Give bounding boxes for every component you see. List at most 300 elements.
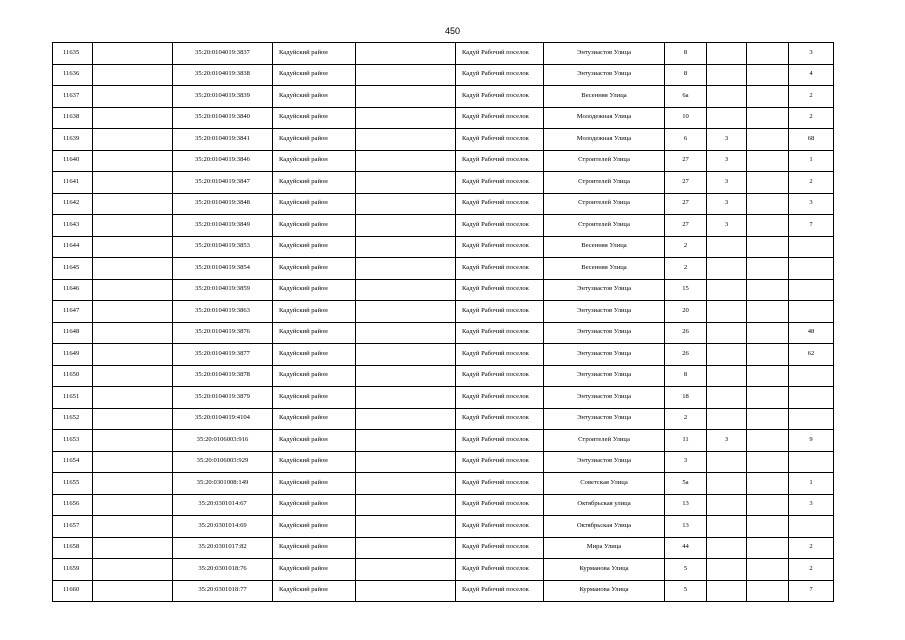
district-cell: Кадуйский район: [273, 516, 356, 538]
cadastral-number-cell: 35:20:0104019:3853: [173, 236, 273, 258]
building-cell: [707, 387, 747, 409]
house-number-cell: 20: [665, 301, 707, 323]
apartment-cell: [789, 451, 834, 473]
district-cell: Кадуйский район: [273, 64, 356, 86]
row-number-cell: 11660: [53, 580, 93, 602]
building-cell: [707, 301, 747, 323]
empty-cell: [747, 430, 789, 452]
building-cell: [707, 559, 747, 581]
cadastral-number-cell: 35:20:0104019:3846: [173, 150, 273, 172]
street-cell: Курманова Улица: [544, 559, 665, 581]
empty-cell: [356, 236, 456, 258]
district-cell: Кадуйский район: [273, 129, 356, 151]
row-number-cell: 11657: [53, 516, 93, 538]
cadastral-number-cell: 35:20:0104019:4104: [173, 408, 273, 430]
house-number-cell: 3: [665, 451, 707, 473]
settlement-cell: Кадуй Рабочий поселок: [456, 258, 544, 280]
empty-cell: [747, 494, 789, 516]
house-number-cell: 8: [665, 64, 707, 86]
cadastral-number-cell: 35:20:0104019:3847: [173, 172, 273, 194]
row-number-cell: 11646: [53, 279, 93, 301]
table-row: [53, 451, 834, 473]
empty-cell: [356, 494, 456, 516]
table-row: [53, 258, 834, 280]
settlement-cell: Кадуй Рабочий поселок: [456, 236, 544, 258]
row-number-cell: 11654: [53, 451, 93, 473]
street-cell: Энтузиастов Улица: [544, 451, 665, 473]
cadastral-number-cell: 35:20:0104019:3859: [173, 279, 273, 301]
settlement-cell: Кадуй Рабочий поселок: [456, 344, 544, 366]
empty-cell: [747, 64, 789, 86]
empty-cell: [93, 172, 173, 194]
building-cell: [707, 537, 747, 559]
building-cell: [707, 516, 747, 538]
street-cell: Энтузиастов Улица: [544, 344, 665, 366]
settlement-cell: Кадуй Рабочий поселок: [456, 129, 544, 151]
empty-cell: [93, 258, 173, 280]
house-number-cell: 2: [665, 258, 707, 280]
settlement-cell: Кадуй Рабочий поселок: [456, 301, 544, 323]
district-cell: Кадуйский район: [273, 344, 356, 366]
cadastral-number-cell: 35:20:0104019:3879: [173, 387, 273, 409]
building-cell: [707, 451, 747, 473]
building-cell: [707, 107, 747, 129]
street-cell: Энтузиастов Улица: [544, 365, 665, 387]
table-row: [53, 236, 834, 258]
settlement-cell: Кадуй Рабочий поселок: [456, 86, 544, 108]
table-row: [53, 322, 834, 344]
apartment-cell: [789, 279, 834, 301]
cadastral-number-cell: 35:20:0104019:3839: [173, 86, 273, 108]
empty-cell: [93, 494, 173, 516]
apartment-cell: [789, 301, 834, 323]
settlement-cell: Кадуй Рабочий поселок: [456, 516, 544, 538]
street-cell: Энтузиастов Улица: [544, 279, 665, 301]
row-number-cell: 11649: [53, 344, 93, 366]
table-row: [53, 150, 834, 172]
house-number-cell: 44: [665, 537, 707, 559]
district-cell: Кадуйский район: [273, 107, 356, 129]
empty-cell: [747, 301, 789, 323]
row-number-cell: 11635: [53, 43, 93, 65]
empty-cell: [93, 516, 173, 538]
cadastral-number-cell: 35:20:0301018:77: [173, 580, 273, 602]
settlement-cell: Кадуй Рабочий поселок: [456, 537, 544, 559]
cadastral-number-cell: 35:20:0301014:67: [173, 494, 273, 516]
apartment-cell: 68: [789, 129, 834, 151]
district-cell: Кадуйский район: [273, 451, 356, 473]
empty-cell: [93, 430, 173, 452]
table-row: [53, 473, 834, 495]
empty-cell: [747, 172, 789, 194]
empty-cell: [747, 559, 789, 581]
apartment-cell: 1: [789, 473, 834, 495]
building-cell: [707, 494, 747, 516]
row-number-cell: 11647: [53, 301, 93, 323]
registry-body: [53, 43, 834, 602]
apartment-cell: 48: [789, 322, 834, 344]
street-cell: Весенняя Улица: [544, 86, 665, 108]
registry-table: [52, 42, 834, 602]
table-row: [53, 86, 834, 108]
table-row: [53, 580, 834, 602]
cadastral-number-cell: 35:20:0104019:3837: [173, 43, 273, 65]
district-cell: Кадуйский район: [273, 365, 356, 387]
apartment-cell: [789, 258, 834, 280]
row-number-cell: 11639: [53, 129, 93, 151]
apartment-cell: 3: [789, 43, 834, 65]
settlement-cell: Кадуй Рабочий поселок: [456, 451, 544, 473]
building-cell: [707, 344, 747, 366]
street-cell: Весенняя Улица: [544, 236, 665, 258]
house-number-cell: 5: [665, 580, 707, 602]
row-number-cell: 11642: [53, 193, 93, 215]
empty-cell: [93, 43, 173, 65]
table-row: [53, 279, 834, 301]
cadastral-number-cell: 35:20:0106003:916: [173, 430, 273, 452]
building-cell: 3: [707, 172, 747, 194]
house-number-cell: 11: [665, 430, 707, 452]
row-number-cell: 11658: [53, 537, 93, 559]
street-cell: Строителей Улица: [544, 150, 665, 172]
building-cell: 3: [707, 150, 747, 172]
settlement-cell: Кадуй Рабочий поселок: [456, 430, 544, 452]
apartment-cell: 2: [789, 86, 834, 108]
building-cell: [707, 365, 747, 387]
table-row: [53, 387, 834, 409]
empty-cell: [747, 451, 789, 473]
cadastral-number-cell: 35:20:0104019:3840: [173, 107, 273, 129]
building-cell: [707, 322, 747, 344]
row-number-cell: 11653: [53, 430, 93, 452]
apartment-cell: 62: [789, 344, 834, 366]
row-number-cell: 11643: [53, 215, 93, 237]
street-cell: Строителей Улица: [544, 430, 665, 452]
empty-cell: [356, 279, 456, 301]
cadastral-number-cell: 35:20:0106003:929: [173, 451, 273, 473]
empty-cell: [93, 86, 173, 108]
empty-cell: [747, 516, 789, 538]
row-number-cell: 11640: [53, 150, 93, 172]
settlement-cell: Кадуй Рабочий поселок: [456, 322, 544, 344]
cadastral-number-cell: 35:20:0104019:3849: [173, 215, 273, 237]
empty-cell: [356, 258, 456, 280]
row-number-cell: 11638: [53, 107, 93, 129]
empty-cell: [356, 387, 456, 409]
row-number-cell: 11652: [53, 408, 93, 430]
empty-cell: [356, 215, 456, 237]
empty-cell: [747, 580, 789, 602]
empty-cell: [93, 150, 173, 172]
apartment-cell: [789, 387, 834, 409]
empty-cell: [93, 580, 173, 602]
settlement-cell: Кадуй Рабочий поселок: [456, 387, 544, 409]
table-row: [53, 215, 834, 237]
empty-cell: [747, 537, 789, 559]
empty-cell: [356, 107, 456, 129]
settlement-cell: Кадуй Рабочий поселок: [456, 494, 544, 516]
empty-cell: [93, 279, 173, 301]
cadastral-number-cell: 35:20:0104019:3878: [173, 365, 273, 387]
apartment-cell: 7: [789, 580, 834, 602]
apartment-cell: 2: [789, 537, 834, 559]
building-cell: [707, 279, 747, 301]
empty-cell: [93, 537, 173, 559]
empty-cell: [747, 129, 789, 151]
street-cell: Октябрьская Улица: [544, 516, 665, 538]
apartment-cell: 2: [789, 559, 834, 581]
empty-cell: [747, 473, 789, 495]
apartment-cell: 9: [789, 430, 834, 452]
table-row: [53, 193, 834, 215]
settlement-cell: Кадуй Рабочий поселок: [456, 64, 544, 86]
district-cell: Кадуйский район: [273, 322, 356, 344]
empty-cell: [747, 215, 789, 237]
district-cell: Кадуйский район: [273, 473, 356, 495]
district-cell: Кадуйский район: [273, 172, 356, 194]
apartment-cell: [789, 236, 834, 258]
street-cell: Мира Улица: [544, 537, 665, 559]
apartment-cell: 3: [789, 193, 834, 215]
settlement-cell: Кадуй Рабочий поселок: [456, 43, 544, 65]
empty-cell: [93, 365, 173, 387]
house-number-cell: 5а: [665, 473, 707, 495]
row-number-cell: 11655: [53, 473, 93, 495]
empty-cell: [356, 559, 456, 581]
house-number-cell: 18: [665, 387, 707, 409]
apartment-cell: [789, 408, 834, 430]
cadastral-number-cell: 35:20:0104019:3876: [173, 322, 273, 344]
street-cell: Строителей Улица: [544, 193, 665, 215]
settlement-cell: Кадуй Рабочий поселок: [456, 365, 544, 387]
table-row: [53, 344, 834, 366]
empty-cell: [747, 365, 789, 387]
table-row: [53, 537, 834, 559]
empty-cell: [93, 322, 173, 344]
table-row: [53, 129, 834, 151]
empty-cell: [356, 537, 456, 559]
table-row: [53, 64, 834, 86]
cadastral-number-cell: 35:20:0104019:3841: [173, 129, 273, 151]
empty-cell: [93, 451, 173, 473]
empty-cell: [93, 236, 173, 258]
empty-cell: [356, 64, 456, 86]
building-cell: [707, 473, 747, 495]
house-number-cell: 2: [665, 236, 707, 258]
cadastral-number-cell: 35:20:0301018:76: [173, 559, 273, 581]
row-number-cell: 11637: [53, 86, 93, 108]
district-cell: Кадуйский район: [273, 279, 356, 301]
empty-cell: [356, 516, 456, 538]
apartment-cell: 2: [789, 172, 834, 194]
building-cell: [707, 43, 747, 65]
empty-cell: [93, 344, 173, 366]
cadastral-number-cell: 35:20:0104019:3854: [173, 258, 273, 280]
empty-cell: [93, 387, 173, 409]
settlement-cell: Кадуй Рабочий поселок: [456, 580, 544, 602]
empty-cell: [356, 580, 456, 602]
street-cell: Энтузиастов Улица: [544, 43, 665, 65]
empty-cell: [93, 193, 173, 215]
table-row: [53, 516, 834, 538]
empty-cell: [356, 150, 456, 172]
empty-cell: [356, 344, 456, 366]
street-cell: Молодежная Улица: [544, 129, 665, 151]
house-number-cell: 27: [665, 215, 707, 237]
table-row: [53, 494, 834, 516]
district-cell: Кадуйский район: [273, 215, 356, 237]
street-cell: Строителей Улица: [544, 172, 665, 194]
settlement-cell: Кадуй Рабочий поселок: [456, 172, 544, 194]
row-number-cell: 11648: [53, 322, 93, 344]
empty-cell: [93, 129, 173, 151]
settlement-cell: Кадуй Рабочий поселок: [456, 107, 544, 129]
building-cell: 3: [707, 430, 747, 452]
building-cell: [707, 86, 747, 108]
empty-cell: [93, 408, 173, 430]
street-cell: Курманова Улица: [544, 580, 665, 602]
row-number-cell: 11641: [53, 172, 93, 194]
house-number-cell: 27: [665, 172, 707, 194]
building-cell: [707, 64, 747, 86]
empty-cell: [747, 107, 789, 129]
empty-cell: [747, 258, 789, 280]
building-cell: [707, 580, 747, 602]
district-cell: Кадуйский район: [273, 580, 356, 602]
empty-cell: [356, 473, 456, 495]
settlement-cell: Кадуй Рабочий поселок: [456, 408, 544, 430]
table-row: [53, 107, 834, 129]
empty-cell: [747, 236, 789, 258]
table-row: [53, 43, 834, 65]
row-number-cell: 11659: [53, 559, 93, 581]
row-number-cell: 11650: [53, 365, 93, 387]
house-number-cell: 10: [665, 107, 707, 129]
house-number-cell: 6а: [665, 86, 707, 108]
house-number-cell: 27: [665, 193, 707, 215]
house-number-cell: 2: [665, 408, 707, 430]
empty-cell: [747, 279, 789, 301]
house-number-cell: 5: [665, 559, 707, 581]
empty-cell: [747, 150, 789, 172]
cadastral-number-cell: 35:20:0104019:3848: [173, 193, 273, 215]
page-number: 450: [444, 26, 461, 36]
district-cell: Кадуйский район: [273, 236, 356, 258]
empty-cell: [93, 107, 173, 129]
settlement-cell: Кадуй Рабочий поселок: [456, 279, 544, 301]
building-cell: [707, 236, 747, 258]
table-row: [53, 408, 834, 430]
empty-cell: [356, 451, 456, 473]
empty-cell: [747, 408, 789, 430]
empty-cell: [356, 172, 456, 194]
empty-cell: [356, 322, 456, 344]
house-number-cell: 15: [665, 279, 707, 301]
house-number-cell: 27: [665, 150, 707, 172]
empty-cell: [93, 64, 173, 86]
settlement-cell: Кадуй Рабочий поселок: [456, 150, 544, 172]
street-cell: Советская Улица: [544, 473, 665, 495]
district-cell: Кадуйский район: [273, 408, 356, 430]
row-number-cell: 11636: [53, 64, 93, 86]
building-cell: [707, 258, 747, 280]
house-number-cell: 8: [665, 43, 707, 65]
empty-cell: [93, 473, 173, 495]
empty-cell: [356, 193, 456, 215]
apartment-cell: [789, 365, 834, 387]
house-number-cell: 13: [665, 494, 707, 516]
empty-cell: [356, 408, 456, 430]
district-cell: Кадуйский район: [273, 193, 356, 215]
empty-cell: [747, 43, 789, 65]
table-row: [53, 301, 834, 323]
house-number-cell: 13: [665, 516, 707, 538]
district-cell: Кадуйский район: [273, 86, 356, 108]
district-cell: Кадуйский район: [273, 43, 356, 65]
cadastral-number-cell: 35:20:0104019:3838: [173, 64, 273, 86]
settlement-cell: Кадуй Рабочий поселок: [456, 193, 544, 215]
street-cell: Октябрьская улица: [544, 494, 665, 516]
building-cell: 3: [707, 129, 747, 151]
table-row: [53, 430, 834, 452]
cadastral-number-cell: 35:20:0301017:82: [173, 537, 273, 559]
cadastral-number-cell: 35:20:0301014:69: [173, 516, 273, 538]
table-row: [53, 559, 834, 581]
empty-cell: [356, 129, 456, 151]
apartment-cell: [789, 516, 834, 538]
row-number-cell: 11651: [53, 387, 93, 409]
district-cell: Кадуйский район: [273, 258, 356, 280]
district-cell: Кадуйский район: [273, 537, 356, 559]
empty-cell: [747, 193, 789, 215]
apartment-cell: 3: [789, 494, 834, 516]
apartment-cell: 2: [789, 107, 834, 129]
row-number-cell: 11644: [53, 236, 93, 258]
street-cell: Энтузиастов Улица: [544, 301, 665, 323]
empty-cell: [747, 387, 789, 409]
street-cell: Энтузиастов Улица: [544, 387, 665, 409]
empty-cell: [356, 301, 456, 323]
empty-cell: [356, 86, 456, 108]
apartment-cell: 1: [789, 150, 834, 172]
street-cell: Весенняя Улица: [544, 258, 665, 280]
district-cell: Кадуйский район: [273, 494, 356, 516]
cadastral-number-cell: 35:20:0301008:149: [173, 473, 273, 495]
table-row: [53, 172, 834, 194]
house-number-cell: 26: [665, 322, 707, 344]
empty-cell: [93, 301, 173, 323]
apartment-cell: 4: [789, 64, 834, 86]
house-number-cell: 8: [665, 365, 707, 387]
empty-cell: [93, 215, 173, 237]
empty-cell: [747, 322, 789, 344]
empty-cell: [747, 344, 789, 366]
street-cell: Строителей Улица: [544, 215, 665, 237]
row-number-cell: 11645: [53, 258, 93, 280]
district-cell: Кадуйский район: [273, 301, 356, 323]
empty-cell: [356, 43, 456, 65]
table-row: [53, 365, 834, 387]
building-cell: 3: [707, 193, 747, 215]
district-cell: Кадуйский район: [273, 150, 356, 172]
district-cell: Кадуйский район: [273, 430, 356, 452]
building-cell: 3: [707, 215, 747, 237]
house-number-cell: 6: [665, 129, 707, 151]
empty-cell: [747, 86, 789, 108]
empty-cell: [356, 365, 456, 387]
house-number-cell: 26: [665, 344, 707, 366]
district-cell: Кадуйский район: [273, 387, 356, 409]
